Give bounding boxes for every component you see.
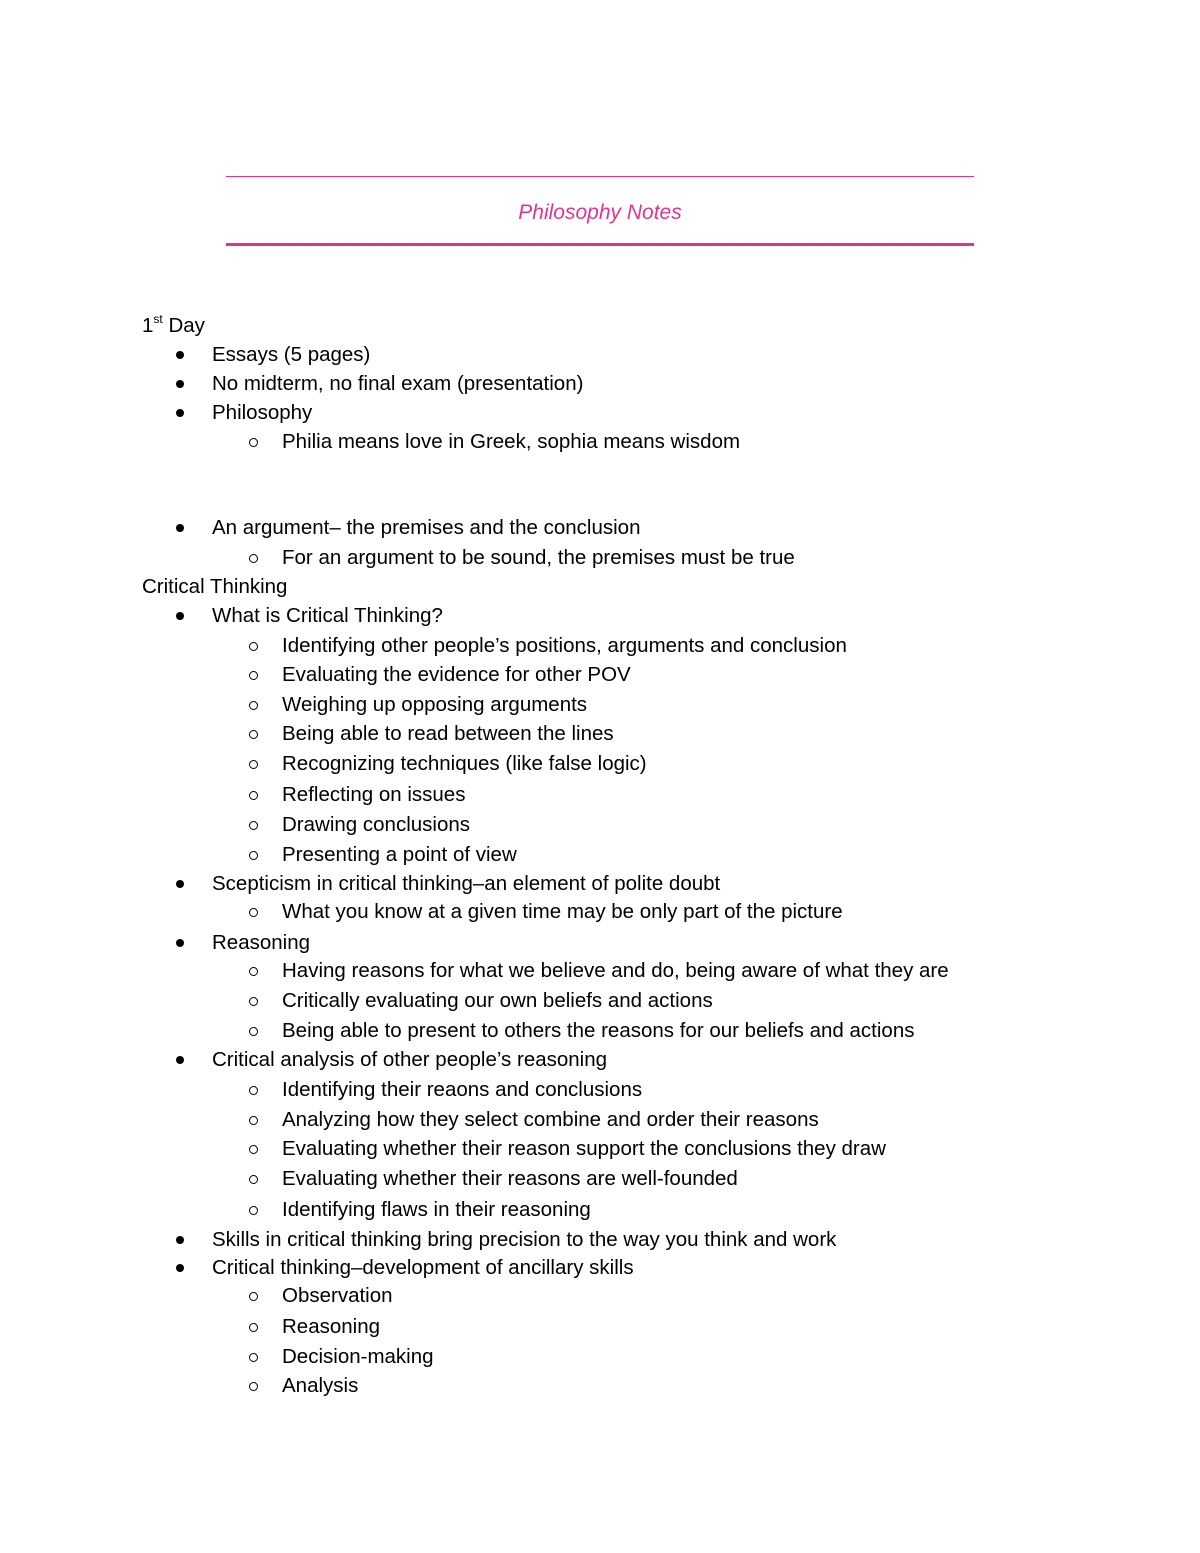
bullet-circle-icon xyxy=(249,1086,258,1095)
bullet-disc-icon xyxy=(176,1236,184,1244)
sub-list-item xyxy=(282,428,740,456)
bullet-disc-icon xyxy=(176,409,184,417)
bullet-circle-icon xyxy=(249,642,258,651)
page-title: Philosophy Notes xyxy=(518,201,682,224)
bullet-circle-icon xyxy=(249,1382,258,1391)
bullet-disc-icon xyxy=(176,1264,184,1272)
list-item-text: Identifying other people’s positions, arguments and conclusion xyxy=(282,634,847,657)
list-item-text: Presenting a point of view xyxy=(282,843,517,866)
bullet-disc-icon xyxy=(176,880,184,888)
bullet-circle-icon xyxy=(249,730,258,739)
list-item-text: Skills in critical thinking bring precision to the way you think and work xyxy=(212,1228,837,1251)
list-item-text: Recognizing techniques (like false logic) xyxy=(282,752,647,775)
section-heading-day1 xyxy=(142,312,205,340)
list-item xyxy=(212,870,720,898)
list-item-text: An argument– the premises and the conclusion xyxy=(212,516,641,539)
title-rule-top xyxy=(226,176,974,177)
sub-list-item xyxy=(282,544,795,572)
section-heading-critical-thinking: Critical Thinking xyxy=(142,575,288,598)
list-item-text: No midterm, no final exam (presentation) xyxy=(212,372,584,395)
sub-list-item xyxy=(282,1135,886,1163)
bullet-circle-icon xyxy=(249,791,258,800)
sub-list-item xyxy=(282,1165,738,1193)
list-item-text: Critical thinking–development of ancillary skills xyxy=(212,1256,634,1279)
list-item xyxy=(212,1254,634,1282)
sub-list-item xyxy=(282,898,843,926)
list-item xyxy=(212,370,583,398)
list-item-text: Critical analysis of other people’s reasoning xyxy=(212,1048,608,1071)
list-item xyxy=(212,514,640,542)
sub-list-item xyxy=(282,1017,914,1045)
bullet-circle-icon xyxy=(249,760,258,769)
bullet-circle-icon xyxy=(249,671,258,680)
list-item-text: Being able to read between the lines xyxy=(282,722,614,745)
bullet-circle-icon xyxy=(249,701,258,710)
list-item-text: Critically evaluating our own beliefs and actions xyxy=(282,989,713,1012)
heading-superscript: st xyxy=(153,312,163,326)
sub-list-item xyxy=(282,720,614,748)
sub-list-item xyxy=(282,1106,819,1134)
bullet-disc-icon xyxy=(176,351,184,359)
bullet-circle-icon xyxy=(249,1027,258,1036)
sub-list-item xyxy=(282,1343,434,1371)
list-item-text: Reasoning xyxy=(282,1315,381,1338)
list-item-text: What you know at a given time may be only part of the picture xyxy=(282,900,843,923)
list-item-text: What is Critical Thinking? xyxy=(212,604,443,627)
bullet-circle-icon xyxy=(249,821,258,830)
bullet-circle-icon xyxy=(249,967,258,976)
list-item-text: Drawing conclusions xyxy=(282,813,471,836)
sub-list-item xyxy=(282,811,470,839)
bullet-circle-icon xyxy=(249,997,258,1006)
bullet-circle-icon xyxy=(249,908,258,917)
list-item-text: Analysis xyxy=(282,1374,359,1397)
list-item xyxy=(212,1046,607,1074)
bullet-disc-icon xyxy=(176,380,184,388)
list-item xyxy=(212,341,370,369)
heading-text: Day xyxy=(162,314,205,337)
bullet-disc-icon xyxy=(176,612,184,620)
list-item-text: Evaluating whether their reasons are well-founded xyxy=(282,1167,738,1190)
list-item xyxy=(212,929,310,957)
sub-list-item xyxy=(282,1313,380,1341)
bullet-circle-icon xyxy=(249,1292,258,1301)
bullet-circle-icon xyxy=(249,851,258,860)
sub-list-item xyxy=(282,1196,591,1224)
list-item-text: For an argument to be sound, the premises must be true xyxy=(282,546,795,569)
list-item-text: Decision-making xyxy=(282,1345,434,1368)
bullet-circle-icon xyxy=(249,1206,258,1215)
list-item-text: Scepticism in critical thinking–an element of polite doubt xyxy=(212,872,721,895)
list-item-text: Being able to present to others the reasons for our beliefs and actions xyxy=(282,1019,915,1042)
list-item-text: Reasoning xyxy=(212,931,311,954)
sub-list-item xyxy=(282,1282,393,1310)
sub-list-item xyxy=(282,632,847,660)
list-item-text: Evaluating the evidence for other POV xyxy=(282,663,631,686)
bullet-circle-icon xyxy=(249,1145,258,1154)
bullet-circle-icon xyxy=(249,1175,258,1184)
sub-list-item xyxy=(282,661,631,689)
list-item-text: Essays (5 pages) xyxy=(212,343,371,366)
bullet-disc-icon xyxy=(176,1056,184,1064)
title-rule-bottom xyxy=(226,243,974,246)
list-item-text: Observation xyxy=(282,1284,393,1307)
list-item-text: Philia means love in Greek, sophia means wisdom xyxy=(282,430,741,453)
sub-list-item xyxy=(282,781,465,809)
bullet-circle-icon xyxy=(249,1353,258,1362)
bullet-circle-icon xyxy=(249,1116,258,1125)
heading-number: 1 xyxy=(142,314,154,337)
list-item-text: Identifying flaws in their reasoning xyxy=(282,1198,591,1221)
list-item-text: Analyzing how they select combine and order their reasons xyxy=(282,1108,819,1131)
bullet-circle-icon xyxy=(249,554,258,563)
list-item-text: Reflecting on issues xyxy=(282,783,466,806)
bullet-circle-icon xyxy=(249,1323,258,1332)
list-item xyxy=(212,399,312,427)
list-item-text: Philosophy xyxy=(212,401,313,424)
bullet-circle-icon xyxy=(249,438,258,447)
list-item xyxy=(212,1226,836,1254)
sub-list-item xyxy=(282,691,587,719)
bullet-disc-icon xyxy=(176,939,184,947)
list-item-text: Identifying their reaons and conclusions xyxy=(282,1078,643,1101)
sub-list-item xyxy=(282,750,647,778)
list-item-text: Having reasons for what we believe and do, being aware of what they are xyxy=(282,959,949,982)
list-item-text: Evaluating whether their reason support the conclusions they draw xyxy=(282,1137,886,1160)
list-item xyxy=(212,602,443,630)
sub-list-item xyxy=(282,957,949,985)
sub-list-item xyxy=(282,1076,642,1104)
sub-list-item xyxy=(282,1372,358,1400)
sub-list-item xyxy=(282,841,517,869)
list-item-text: Weighing up opposing arguments xyxy=(282,693,588,716)
sub-list-item xyxy=(282,987,713,1015)
bullet-disc-icon xyxy=(176,524,184,532)
